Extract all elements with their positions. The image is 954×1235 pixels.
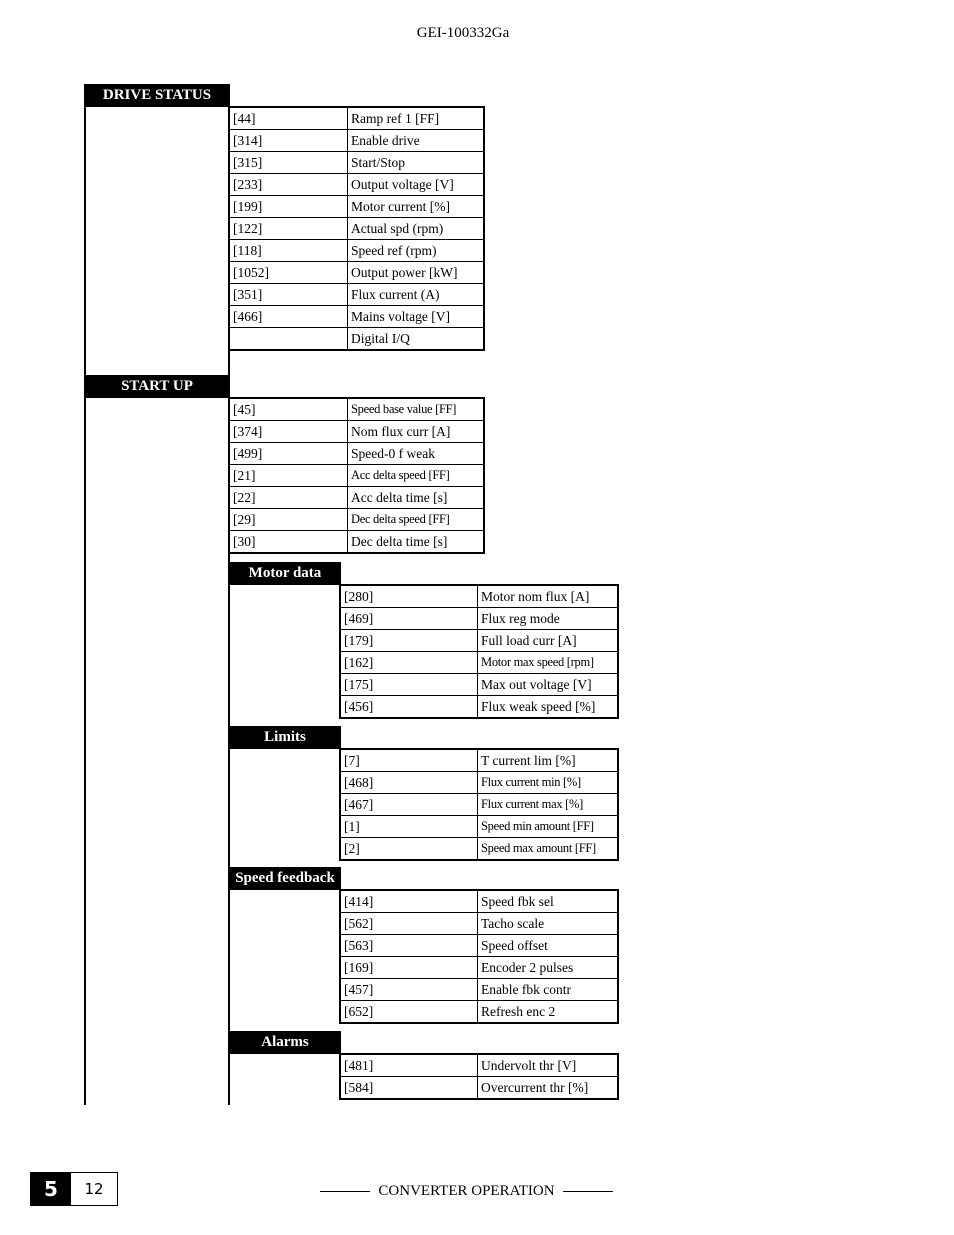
table-row xyxy=(229,218,484,240)
drive-status-table xyxy=(228,106,485,351)
table-row xyxy=(229,531,484,554)
start-up-table xyxy=(228,397,485,554)
document-id: GEI-100332Ga xyxy=(416,25,510,41)
speed-feedback-title: Speed feedback xyxy=(235,870,335,886)
parameter-id: [456] xyxy=(340,696,478,719)
parameter-name: Speed-0 f weak xyxy=(348,443,485,465)
parameter-name: Enable drive xyxy=(348,130,485,152)
parameter-name: Full load curr [A] xyxy=(478,630,619,652)
parameter-name: Acc delta time [s] xyxy=(348,487,485,509)
parameter-name: Speed offset xyxy=(478,935,619,957)
parameter-name: Speed base value [FF] xyxy=(348,398,485,421)
parameter-name: Speed fbk sel xyxy=(478,890,619,913)
parameter-name: Start/Stop xyxy=(348,152,485,174)
table-row xyxy=(340,890,618,913)
parameter-name: Refresh enc 2 xyxy=(478,1001,619,1024)
table-row xyxy=(229,152,484,174)
section-footer xyxy=(320,1183,613,1200)
table-row xyxy=(229,443,484,465)
parameter-name: Output power [kW] xyxy=(348,262,485,284)
table-row xyxy=(340,674,618,696)
limits-title: Limits xyxy=(264,729,306,745)
parameter-id: [21] xyxy=(229,465,348,487)
table-row xyxy=(229,487,484,509)
table-row xyxy=(229,174,484,196)
parameter-name: Motor nom flux [A] xyxy=(478,585,619,608)
parameter-id: [1] xyxy=(340,816,478,838)
alarms-table xyxy=(339,1053,619,1100)
table-row xyxy=(340,1077,618,1100)
parameter-id: [351] xyxy=(229,284,348,306)
page-number: 12 xyxy=(84,1180,104,1198)
table-row xyxy=(340,913,618,935)
parameter-id: [481] xyxy=(340,1054,478,1077)
table-row xyxy=(340,979,618,1001)
table-row xyxy=(340,816,618,838)
parameter-id: [315] xyxy=(229,152,348,174)
table-row xyxy=(340,652,618,674)
start-up-rule xyxy=(84,397,230,398)
table-row xyxy=(340,794,618,816)
parameter-name: Nom flux curr [A] xyxy=(348,421,485,443)
parameter-name: Flux current min [%] xyxy=(478,772,619,794)
parameter-id: [584] xyxy=(340,1077,478,1100)
parameter-id: [374] xyxy=(229,421,348,443)
table-row xyxy=(229,196,484,218)
table-row xyxy=(229,284,484,306)
parameter-id: [233] xyxy=(229,174,348,196)
parameter-id: [280] xyxy=(340,585,478,608)
parameter-id: [2] xyxy=(340,838,478,861)
parameter-id: [467] xyxy=(340,794,478,816)
parameter-name: Output voltage [V] xyxy=(348,174,485,196)
parameter-name: Flux current max [%] xyxy=(478,794,619,816)
parameter-id: [29] xyxy=(229,509,348,531)
motor-data-rule xyxy=(229,584,341,585)
parameter-id: [466] xyxy=(229,306,348,328)
parameter-id: [118] xyxy=(229,240,348,262)
table-row xyxy=(340,772,618,794)
parameter-name: Flux current (A) xyxy=(348,284,485,306)
table-row xyxy=(229,240,484,262)
parameter-name: T current lim [%] xyxy=(478,749,619,772)
parameter-id: [22] xyxy=(229,487,348,509)
table-row xyxy=(340,957,618,979)
parameter-id: [1052] xyxy=(229,262,348,284)
parameter-name: Tacho scale xyxy=(478,913,619,935)
section-title: CONVERTER OPERATION xyxy=(378,1183,555,1199)
table-row xyxy=(229,398,484,421)
alarms-title: Alarms xyxy=(261,1034,309,1050)
parameter-name: Digital I/Q xyxy=(348,328,485,351)
parameter-name: Acc delta speed [FF] xyxy=(348,465,485,487)
tree-line-main xyxy=(84,84,86,1105)
parameter-id: [457] xyxy=(340,979,478,1001)
parameter-name: Dec delta time [s] xyxy=(348,531,485,554)
parameter-name: Speed max amount [FF] xyxy=(478,838,619,861)
parameter-id: [122] xyxy=(229,218,348,240)
table-row xyxy=(229,465,484,487)
parameter-id: [162] xyxy=(340,652,478,674)
parameter-id: [468] xyxy=(340,772,478,794)
drive-status-title: DRIVE STATUS xyxy=(102,87,212,103)
parameter-name: Undervolt thr [V] xyxy=(478,1054,619,1077)
parameter-name: Actual spd (rpm) xyxy=(348,218,485,240)
parameter-id: [169] xyxy=(340,957,478,979)
table-row xyxy=(229,421,484,443)
chapter-page-box xyxy=(30,1172,118,1206)
parameter-name: Motor current [%] xyxy=(348,196,485,218)
parameter-id: [44] xyxy=(229,107,348,130)
drive-status-rule xyxy=(84,106,230,107)
parameter-name: Speed ref (rpm) xyxy=(348,240,485,262)
alarms-header xyxy=(229,1031,341,1053)
table-row xyxy=(229,130,484,152)
parameter-id: [7] xyxy=(340,749,478,772)
motor-data-title: Motor data xyxy=(248,565,322,581)
table-row xyxy=(229,328,484,351)
parameter-id: [175] xyxy=(340,674,478,696)
speed-feedback-table xyxy=(339,889,619,1024)
footer-rule-right xyxy=(563,1191,613,1192)
table-row xyxy=(229,107,484,130)
limits-rule xyxy=(229,748,341,749)
parameter-name: Flux weak speed [%] xyxy=(478,696,619,719)
parameter-id: [562] xyxy=(340,913,478,935)
parameter-id: [652] xyxy=(340,1001,478,1024)
parameter-id xyxy=(229,328,348,351)
parameter-name: Dec delta speed [FF] xyxy=(348,509,485,531)
table-row xyxy=(340,935,618,957)
table-row xyxy=(340,838,618,861)
footer-rule-left xyxy=(320,1191,370,1192)
parameter-name: Speed min amount [FF] xyxy=(478,816,619,838)
start-up-title: START UP xyxy=(121,378,193,394)
table-row xyxy=(340,1054,618,1077)
motor-data-table xyxy=(339,584,619,719)
parameter-id: [499] xyxy=(229,443,348,465)
parameter-name: Overcurrent thr [%] xyxy=(478,1077,619,1100)
table-row xyxy=(340,608,618,630)
parameter-name: Enable fbk contr xyxy=(478,979,619,1001)
parameter-name: Motor max speed [rpm] xyxy=(478,652,619,674)
motor-data-header xyxy=(229,562,341,584)
start-up-header xyxy=(84,375,230,397)
alarms-rule xyxy=(229,1053,341,1054)
parameter-id: [414] xyxy=(340,890,478,913)
parameter-id: [179] xyxy=(340,630,478,652)
speed-feedback-header xyxy=(229,867,341,889)
chapter-number: 5 xyxy=(31,1173,71,1205)
parameter-name: Encoder 2 pulses xyxy=(478,957,619,979)
table-row xyxy=(229,306,484,328)
parameter-name: Mains voltage [V] xyxy=(348,306,485,328)
limits-table xyxy=(339,748,619,861)
table-row xyxy=(340,1001,618,1024)
table-row xyxy=(229,262,484,284)
parameter-id: [314] xyxy=(229,130,348,152)
parameter-id: [30] xyxy=(229,531,348,554)
speed-feedback-rule xyxy=(229,889,341,890)
table-row xyxy=(340,585,618,608)
parameter-name: Max out voltage [V] xyxy=(478,674,619,696)
table-row xyxy=(229,509,484,531)
parameter-name: Ramp ref 1 [FF] xyxy=(348,107,485,130)
table-row xyxy=(340,696,618,719)
parameter-id: [199] xyxy=(229,196,348,218)
parameter-id: [469] xyxy=(340,608,478,630)
table-row xyxy=(340,630,618,652)
parameter-name: Flux reg mode xyxy=(478,608,619,630)
limits-header xyxy=(229,726,341,748)
table-row xyxy=(340,749,618,772)
parameter-id: [45] xyxy=(229,398,348,421)
drive-status-header xyxy=(84,84,230,106)
parameter-id: [563] xyxy=(340,935,478,957)
